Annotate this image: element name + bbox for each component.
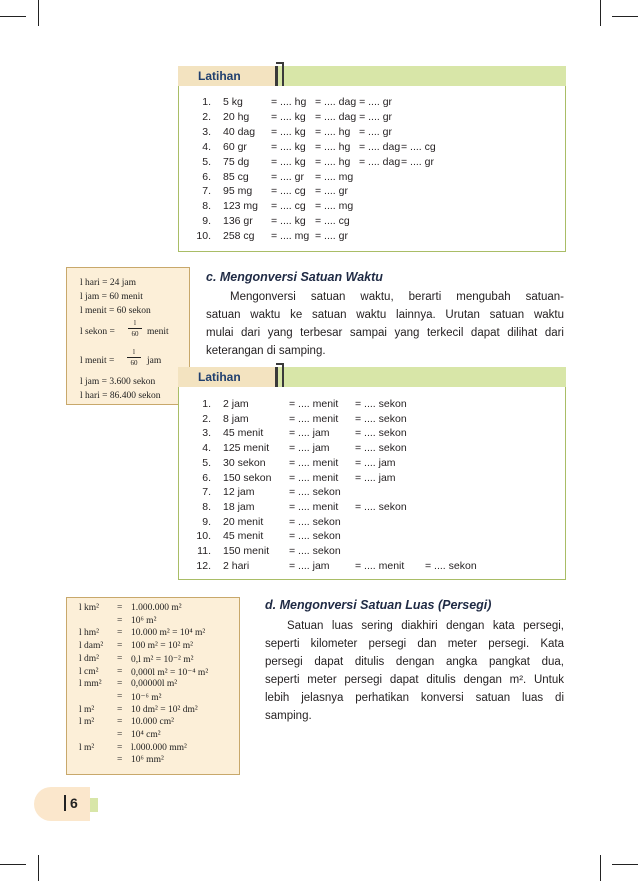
unit-label: l dam²	[79, 641, 104, 652]
exercise-cell: = .... menit	[289, 500, 339, 513]
paragraph-line: seperti meter persegi dapat ditulis dengan m². Untuk	[265, 674, 564, 686]
exercise-cell: 85 cg	[223, 170, 249, 183]
exercise-number: 9.	[202, 215, 211, 228]
exercise-number: 12.	[196, 559, 211, 572]
exercise-number: 11.	[197, 545, 211, 557]
section-title-luas: d. Mengonversi Satuan Luas (Persegi)	[265, 598, 492, 612]
exercise-cell: = .... cg	[315, 215, 350, 228]
unit-label: l m²	[79, 717, 95, 728]
exercise-cell: = .... menit	[289, 456, 339, 469]
unit-label: l m²	[79, 742, 95, 753]
exercise-cell: = .... sekon	[289, 545, 341, 557]
exercise-number: 1.	[202, 96, 211, 108]
side-line: l sekon =	[80, 327, 115, 337]
side-line: l jam = 60 menit	[80, 292, 143, 302]
exercise-cell: = .... hg	[315, 125, 351, 138]
paragraph-line: satuan waktu ke satuan waktu lainnya. Urutan satuan waktu	[206, 309, 564, 321]
exercise-cell: = .... sekon	[355, 500, 407, 513]
exercise-number: 7.	[202, 486, 211, 499]
equals-sign: =	[117, 704, 123, 715]
exercise-number: 4.	[202, 442, 211, 455]
equals-sign: =	[117, 653, 123, 664]
exercise-cell: = .... gr	[271, 170, 304, 183]
unit-value: 0,00000l m²	[131, 679, 178, 690]
equals-sign: =	[117, 628, 123, 639]
latihan-tab	[178, 367, 278, 387]
equals-sign: =	[117, 679, 123, 690]
unit-label: l km²	[79, 603, 100, 613]
exercise-cell: 75 dg	[223, 155, 250, 168]
equals-sign: =	[117, 730, 123, 740]
latihan-tab	[178, 66, 278, 86]
exercise-cell: = .... menit	[289, 398, 339, 410]
page-number: 6	[64, 795, 78, 811]
exercise-cell: 136 gr	[223, 215, 253, 228]
exercise-number: 8.	[202, 500, 211, 513]
exercise-number: 8.	[202, 200, 211, 213]
paragraph-luas	[265, 617, 564, 725]
exercise-cell: 45 menit	[223, 530, 264, 543]
exercise-number: 10.	[196, 530, 211, 543]
exercise-cell: 150 menit	[223, 545, 270, 557]
exercise-cell: 123 mg	[223, 200, 259, 213]
exercise-cell: = .... cg	[401, 140, 436, 153]
exercise-cell: = .... hg	[315, 140, 351, 153]
unit-label: l dm²	[79, 653, 100, 664]
exercise-cell: = .... jam	[289, 442, 330, 455]
paragraph-line: mulai dari yang terbesar sampai yang terkecil dapat dilihat dari	[206, 327, 564, 339]
side-line: l menit =	[80, 356, 115, 366]
equals-sign: =	[117, 717, 123, 728]
exercise-cell: 12 jam	[223, 486, 255, 499]
crop-mark	[600, 0, 601, 26]
side-line: l jam = 3.600 sekon	[80, 377, 156, 387]
exercise-cell: = .... menit	[355, 559, 405, 572]
paragraph-waktu	[206, 288, 564, 360]
exercise-cell: = .... sekon	[289, 486, 341, 499]
exercise-cell: = .... gr	[401, 155, 434, 168]
exercise-cell: 20 hg	[223, 110, 250, 123]
exercise-cell: = .... gr	[359, 125, 392, 138]
unit-value: 10⁻⁶ m²	[131, 692, 162, 703]
page-number-box	[34, 787, 90, 821]
equals-sign: =	[117, 755, 123, 766]
latihan-title: Latihan	[198, 370, 241, 384]
crop-mark	[38, 0, 39, 26]
exercise-cell: = .... mg	[315, 200, 354, 213]
exercise-cell: = .... kg	[271, 215, 306, 228]
exercise-cell: = .... kg	[271, 140, 306, 153]
exercise-number: 3.	[202, 125, 211, 138]
exercise-number: 7.	[202, 185, 211, 198]
unit-value: 10⁶ m²	[131, 615, 157, 626]
exercise-cell: = .... kg	[271, 155, 306, 168]
side-line: l hari = 86.400 sekon	[80, 391, 161, 401]
exercise-cell: 18 jam	[223, 500, 255, 513]
paragraph-line: persegi dapat ditulis dengan angka pangkat dua,	[265, 656, 564, 668]
exercise-number: 5.	[202, 155, 211, 168]
exercise-number: 6.	[202, 170, 211, 183]
exercise-cell: 45 menit	[223, 427, 264, 440]
sidebox-waktu	[66, 267, 190, 405]
unit-label: l cm²	[79, 666, 99, 677]
equals-sign: =	[117, 615, 123, 626]
crop-mark	[600, 855, 601, 881]
exercise-number: 9.	[202, 515, 211, 528]
exercise-cell: = .... jam	[289, 559, 330, 572]
exercise-number: 6.	[202, 471, 211, 484]
crop-mark	[612, 864, 638, 865]
exercise-cell: = .... sekon	[425, 559, 477, 572]
exercise-cell: = .... jam	[355, 456, 396, 469]
exercise-cell: = .... dag	[359, 155, 401, 168]
exercise-cell: 2 jam	[223, 398, 249, 410]
fraction: l 60	[127, 348, 141, 367]
exercise-cell: 2 hari	[223, 559, 250, 572]
crop-mark	[0, 16, 26, 17]
exercise-cell: = .... kg	[271, 125, 306, 138]
unit-value: 100 m² = 10² m²	[131, 641, 193, 652]
unit-value: 1.000.000 m²	[131, 603, 182, 613]
equals-sign: =	[117, 641, 123, 652]
crop-mark	[612, 16, 638, 17]
unit-value: 10⁶ mm²	[131, 755, 164, 766]
exercise-number: 5.	[202, 456, 211, 469]
exercise-number: 1.	[202, 398, 211, 410]
exercise-number: 4.	[202, 140, 211, 153]
crop-mark	[0, 864, 26, 865]
exercise-number: 10.	[196, 230, 211, 243]
exercise-cell: = .... sekon	[355, 442, 407, 455]
unit-value: 10.000 m² = 10⁴ m²	[131, 628, 206, 639]
fraction: l 60	[128, 319, 142, 338]
unit-value: 10⁴ cm²	[131, 730, 161, 740]
exercise-cell: = .... dag = .... gr	[315, 96, 393, 108]
unit-label: l hm²	[79, 628, 100, 639]
exercise-cell: 20 menit	[223, 515, 264, 528]
exercise-number: 3.	[202, 427, 211, 440]
exercise-cell: = .... cg	[271, 185, 306, 198]
unit-value: l.000.000 mm²	[131, 742, 187, 753]
unit-label: l mm²	[79, 679, 102, 690]
exercise-cell: = .... hg	[315, 155, 351, 168]
exercise-number: 2.	[202, 412, 211, 425]
exercise-cell: = .... dag	[359, 140, 401, 153]
latihan-box-waktu	[178, 387, 566, 580]
exercise-cell: 40 dag	[223, 125, 256, 138]
unit-value: 10 dm² = 10² dm²	[131, 704, 198, 715]
latihan-header	[178, 367, 566, 387]
exercise-cell: 125 menit	[223, 442, 270, 455]
exercise-cell: = .... sekon	[355, 398, 407, 410]
paragraph-line: lebih jelasnya perhatikan konversi satuan luas di	[265, 692, 564, 704]
exercise-cell: = .... sekon	[355, 427, 407, 440]
side-line: l hari = 24 jam	[80, 278, 137, 288]
paragraph-line: seperti kilometer persegi dan meter persegi. Kata	[265, 638, 564, 650]
exercise-cell: = .... hg	[271, 96, 307, 108]
exercise-cell: 30 sekon	[223, 456, 266, 469]
exercise-cell: = .... gr	[315, 185, 348, 198]
paragraph-line: keterangan di samping.	[206, 345, 326, 357]
exercise-cell: = .... jam	[355, 471, 396, 484]
latihan-title: Latihan	[198, 69, 241, 83]
side-line: menit	[147, 327, 169, 337]
exercise-cell: 8 jam	[223, 412, 249, 425]
section-title-waktu: c. Mengonversi Satuan Waktu	[206, 270, 383, 284]
crop-mark	[38, 855, 39, 881]
equals-sign: =	[117, 603, 123, 613]
exercise-cell: = .... sekon	[355, 412, 407, 425]
paragraph-line: Mengonversi satuan waktu, berarti mengubah satuan-	[230, 291, 564, 303]
unit-label: l m²	[79, 704, 95, 715]
latihan-box-massa	[178, 86, 566, 252]
exercise-number: 2.	[202, 110, 211, 123]
exercise-cell: 258 cg	[223, 230, 255, 243]
exercise-cell: 5 kg	[223, 96, 243, 108]
exercise-cell: = .... kg	[271, 110, 306, 123]
exercise-cell: = .... menit	[289, 412, 339, 425]
page-number-accent	[90, 798, 98, 812]
exercise-cell: = .... mg	[271, 230, 310, 243]
side-line: jam	[147, 356, 162, 366]
equals-sign: =	[117, 742, 123, 753]
exercise-cell: = .... jam	[289, 427, 330, 440]
side-line: l menit = 60 sekon	[80, 306, 151, 316]
paragraph-line: samping.	[265, 710, 312, 722]
paragraph-line: Satuan luas sering diakhiri dengan kata persegi,	[287, 620, 564, 632]
exercise-cell: = .... gr	[315, 230, 348, 243]
exercise-cell: = .... dag = .... gr	[315, 110, 393, 123]
exercise-cell: = .... menit	[289, 471, 339, 484]
equals-sign: =	[117, 666, 123, 677]
exercise-cell: = .... sekon	[289, 515, 341, 528]
exercise-cell: = .... sekon	[289, 530, 341, 543]
exercise-cell: 95 mg	[223, 185, 253, 198]
latihan-header	[178, 66, 566, 86]
unit-value: 10.000 cm²	[131, 717, 174, 728]
exercise-cell: 60 gr	[223, 140, 247, 153]
sidebox-luas	[66, 597, 240, 775]
unit-value: 0,000l m² = 10⁻⁴ m²	[131, 667, 209, 678]
exercise-cell: = .... mg	[315, 170, 354, 183]
exercise-cell: = .... cg	[271, 200, 306, 213]
unit-value: 0,l m² = 10⁻² m²	[131, 654, 194, 665]
exercise-cell: 150 sekon	[223, 471, 272, 484]
equals-sign: =	[117, 691, 123, 702]
